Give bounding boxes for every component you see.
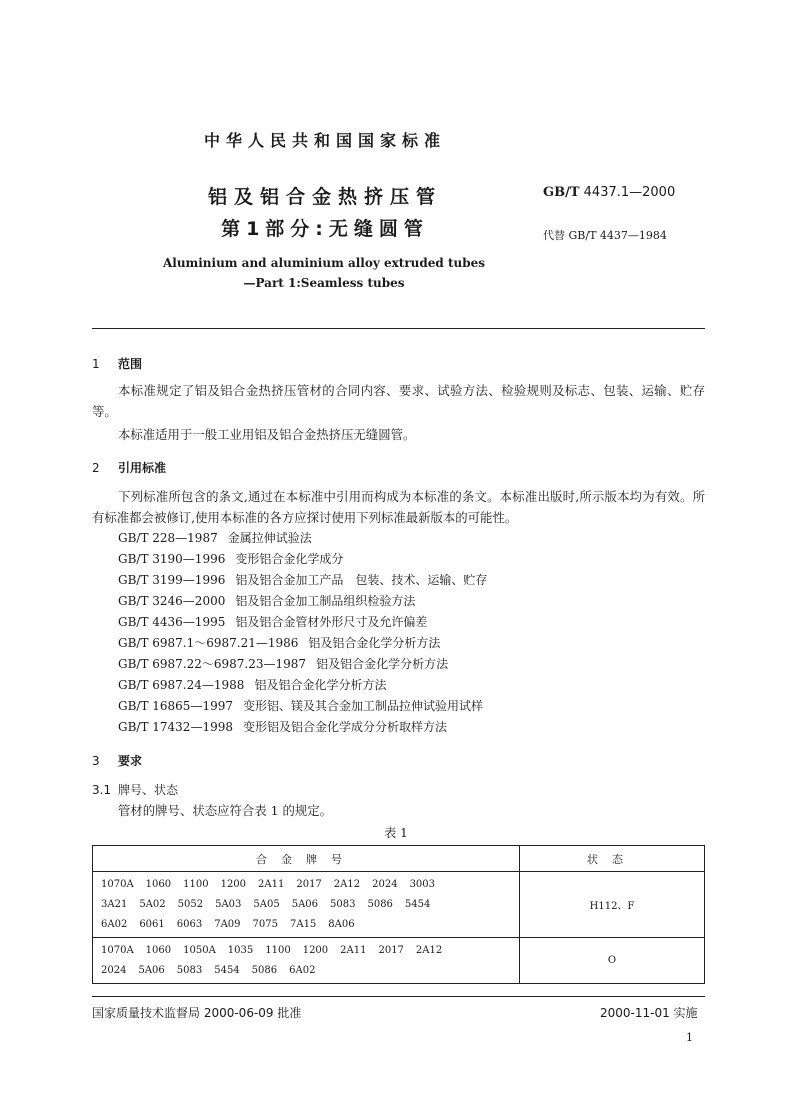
alloy-grade: 6061 — [139, 919, 165, 930]
reference-title: 铝及铝合金化学分析方法 — [254, 678, 387, 692]
table-1 — [92, 845, 705, 984]
reference-title: 变形铝及铝合金化学成分分析取样方法 — [242, 720, 447, 734]
section-3-title: 要求 — [118, 754, 143, 768]
standard-prefix: GB/T — [543, 185, 580, 200]
alloy-grade: 6A02 — [101, 919, 128, 930]
reference-title: 金属拉伸试验法 — [227, 531, 312, 545]
alloy-grade: 8A06 — [328, 919, 355, 930]
replaces-standard: 代替 GB/T 4437—1984 — [543, 229, 667, 242]
section-2-title: 引用标准 — [118, 461, 167, 475]
section-1-paragraph-2: 本标准适用于一般工业用铝及铝合金热挤压无缝圆管。 — [118, 427, 416, 442]
reference-item — [118, 549, 487, 570]
reference-title: 铝及铝合金加工产品 包装、技术、运输、贮存 — [235, 573, 488, 587]
alloy-grade: 2017 — [296, 879, 322, 890]
alloy-grade: 1070A — [101, 879, 134, 890]
alloy-grade: 6063 — [176, 919, 203, 930]
reference-item — [118, 570, 487, 591]
reference-code: GB/T 3190—1996 — [118, 552, 226, 566]
alloy-grade: 2A11 — [258, 879, 285, 890]
section-3-heading — [92, 752, 142, 769]
alloy-grade: 3003 — [409, 879, 436, 890]
reference-code: GB/T 16865—1997 — [118, 699, 233, 713]
alloy-grade: 5A06 — [138, 965, 165, 976]
alloy-grade: 5A05 — [253, 899, 280, 910]
alloy-grade: 5454 — [214, 965, 240, 976]
english-title-line1: Aluminium and aluminium alloy extruded tubes — [162, 256, 486, 270]
normative-references-list — [118, 528, 487, 738]
standard-title-line2: 第1部分:无缝圆管 — [221, 218, 429, 240]
alloy-grade: 7A15 — [289, 919, 317, 930]
alloy-grade: 7075 — [252, 919, 278, 930]
reference-title: 变形铝合金化学成分 — [235, 552, 344, 566]
alloy-grade: 1100 — [183, 879, 209, 890]
reference-item — [118, 528, 487, 549]
reference-code: GB/T 3199—1996 — [118, 573, 226, 587]
header-divider — [92, 328, 705, 329]
alloy-grade: 1200 — [302, 945, 329, 956]
alloy-grade: 1070A — [101, 945, 134, 956]
reference-title: 铝及铝合金化学分析方法 — [316, 657, 449, 671]
column-header-temper: 状态 — [520, 846, 705, 872]
subsection-3-1-heading — [92, 781, 178, 798]
alloy-grade: 5083 — [330, 899, 356, 910]
reference-code: GB/T 6987.24—1988 — [118, 678, 245, 692]
reference-code: GB/T 3246—2000 — [118, 594, 226, 608]
reference-title: 铝及铝合金管材外形尺寸及允许偏差 — [235, 615, 428, 629]
column-header-alloy-grade: 合金牌号 — [93, 846, 520, 872]
section-1-paragraph-1: 本标准规定了铝及铝合金热挤压管材的合同内容、要求、试验方法、检验规则及标志、包装、运输、贮存等。 — [92, 383, 705, 419]
alloy-grade: 5A03 — [215, 899, 242, 910]
table-row — [93, 872, 705, 938]
section-2-paragraph: 下列标准所包含的条文,通过在本标准中引用而构成为本标准的条文。本标准出版时,所示版本均为有效。所有标准都会被修订,使用本标准的各方应探讨使用下列标准最新版本的可能性。 — [92, 489, 705, 525]
reference-title: 变形铝、镁及其合金加工制品拉伸试验用试样 — [242, 699, 483, 713]
reference-item — [118, 654, 487, 675]
grades-line — [101, 915, 519, 935]
issuing-body-title: 中华人民共和国国家标准 — [203, 131, 446, 150]
alloy-grades-cell — [93, 872, 520, 938]
reference-item — [118, 633, 487, 654]
alloy-grade: 2024 — [101, 965, 127, 976]
page-number: 1 — [686, 1031, 693, 1044]
section-2-number: 2 — [92, 461, 100, 475]
standard-number-value: 4437.1—2000 — [583, 185, 676, 200]
footer-divider — [92, 996, 705, 997]
alloy-grade: 2A12 — [415, 945, 443, 956]
section-2-heading — [92, 459, 166, 476]
section-1-title: 范围 — [118, 357, 143, 371]
reference-item — [118, 591, 487, 612]
reference-title: 铝及铝合金化学分析方法 — [308, 636, 441, 650]
section-1-number: 1 — [92, 357, 100, 371]
reference-code: GB/T 228—1987 — [118, 531, 218, 545]
subsection-3-1-number: 3.1 — [92, 783, 112, 797]
alloy-grade: 1060 — [145, 879, 172, 890]
subsection-3-1-paragraph: 管材的牌号、状态应符合表 1 的规定。 — [118, 803, 333, 818]
reference-code: GB/T 6987.1～6987.21—1986 — [118, 636, 299, 650]
alloy-grade: 6A02 — [289, 965, 316, 976]
grades-line — [101, 961, 519, 981]
alloy-grades-cell — [93, 938, 520, 984]
alloy-grade: 1035 — [227, 945, 254, 956]
alloy-grade: 1100 — [265, 945, 291, 956]
table-row — [93, 938, 705, 984]
reference-code: GB/T 6987.22～6987.23—1987 — [118, 657, 307, 671]
reference-item — [118, 717, 487, 738]
reference-title: 铝及铝合金加工制品组织检验方法 — [235, 594, 416, 608]
alloy-grade: 7A09 — [214, 919, 241, 930]
alloy-grade: 1050A — [183, 945, 216, 956]
alloy-grade: 5A06 — [291, 899, 319, 910]
alloy-grade: 5083 — [176, 965, 203, 976]
reference-code: GB/T 17432—1998 — [118, 720, 233, 734]
section-3-number: 3 — [92, 754, 100, 768]
reference-item — [118, 612, 487, 633]
english-title-line2: —Part 1:Seamless tubes — [243, 276, 405, 290]
reference-item — [118, 675, 487, 696]
approval-statement: 国家质量技术监督局 2000-06-09 批准 — [92, 1006, 302, 1020]
implementation-date: 2000-11-01 实施 — [600, 1006, 698, 1020]
section-1-heading — [92, 355, 142, 372]
grades-line — [101, 895, 519, 915]
grades-line — [101, 875, 519, 895]
alloy-grade: 5086 — [251, 965, 278, 976]
subsection-3-1-title: 牌号、状态 — [118, 783, 179, 797]
alloy-grade: 1200 — [220, 879, 247, 890]
alloy-grade: 2A11 — [340, 945, 367, 956]
reference-code: GB/T 4436—1995 — [118, 615, 226, 629]
reference-item — [118, 696, 487, 717]
alloy-grade: 1060 — [145, 945, 172, 956]
temper-cell: H112、F — [520, 872, 705, 938]
temper-cell: O — [520, 938, 705, 984]
alloy-grade: 5086 — [367, 899, 393, 910]
alloy-grade: 5052 — [177, 899, 204, 910]
alloy-grade: 2A12 — [333, 879, 361, 890]
alloy-grade: 2024 — [372, 879, 398, 890]
alloy-grade: 3A21 — [101, 899, 128, 910]
standard-number — [543, 185, 675, 200]
grades-line — [101, 941, 519, 961]
alloy-grade: 5454 — [404, 899, 431, 910]
standard-title-line1: 铝及铝合金热挤压管 — [207, 186, 442, 208]
table-1-caption: 表 1 — [384, 826, 408, 840]
alloy-grade: 5A02 — [139, 899, 166, 910]
alloy-grade: 2017 — [378, 945, 404, 956]
